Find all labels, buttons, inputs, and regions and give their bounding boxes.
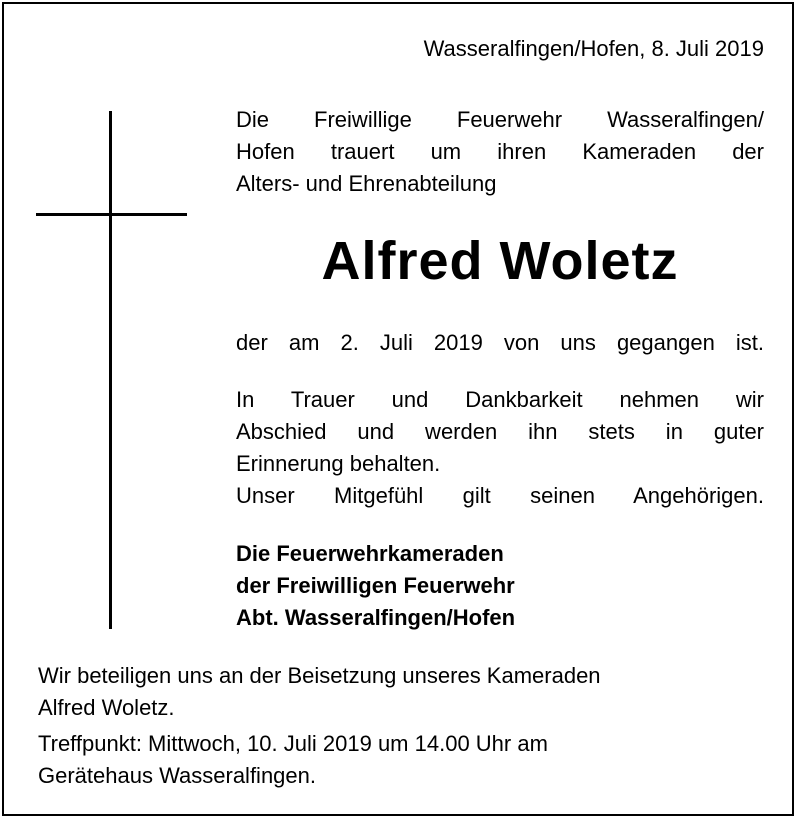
- meeting-point: [38, 728, 778, 792]
- intro-line: Alters- und Ehrenabteilung: [236, 171, 497, 196]
- farewell-line: Abschied und werden ihn stets in guter: [236, 419, 764, 444]
- signature-block: [236, 538, 764, 634]
- meeting-point-line: Gerätehaus Wasseralfingen.: [38, 763, 316, 788]
- farewell-line: Unser Mitgefühl gilt seinen Angehörigen.: [236, 483, 764, 508]
- date-line: Wasseralfingen/Hofen, 8. Juli 2019: [423, 36, 764, 61]
- funeral-note-line: Wir beteiligen uns an der Beisetzung unseres Kameraden: [38, 663, 601, 688]
- intro-line: Die Freiwillige Feuerwehr Wasseralfingen/: [236, 107, 764, 132]
- signature-line: Abt. Wasseralfingen/Hofen: [236, 605, 516, 630]
- signature-line: der Freiwilligen Feuerwehr: [236, 573, 515, 598]
- farewell-line: Erinnerung behalten.: [236, 451, 441, 476]
- funeral-note-line: Alfred Woletz.: [38, 695, 175, 720]
- meeting-point-line: Treffpunkt: Mittwoch, 10. Juli 2019 um 14.00 Uhr am: [38, 731, 548, 756]
- farewell-line: In Trauer und Dankbarkeit nehmen wir: [236, 387, 764, 412]
- cross-horizontal-beam: [36, 213, 187, 216]
- cross-vertical-beam: [109, 111, 112, 629]
- intro-text: [236, 104, 764, 200]
- intro-line: Hofen trauert um ihren Kameraden der: [236, 139, 764, 164]
- deceased-name: Alfred Woletz: [321, 231, 679, 291]
- funeral-note: [38, 660, 778, 724]
- farewell-text: [236, 384, 764, 512]
- passing-line: der am 2. Juli 2019 von uns gegangen ist.: [236, 330, 764, 355]
- signature-line: Die Feuerwehrkameraden: [236, 541, 504, 566]
